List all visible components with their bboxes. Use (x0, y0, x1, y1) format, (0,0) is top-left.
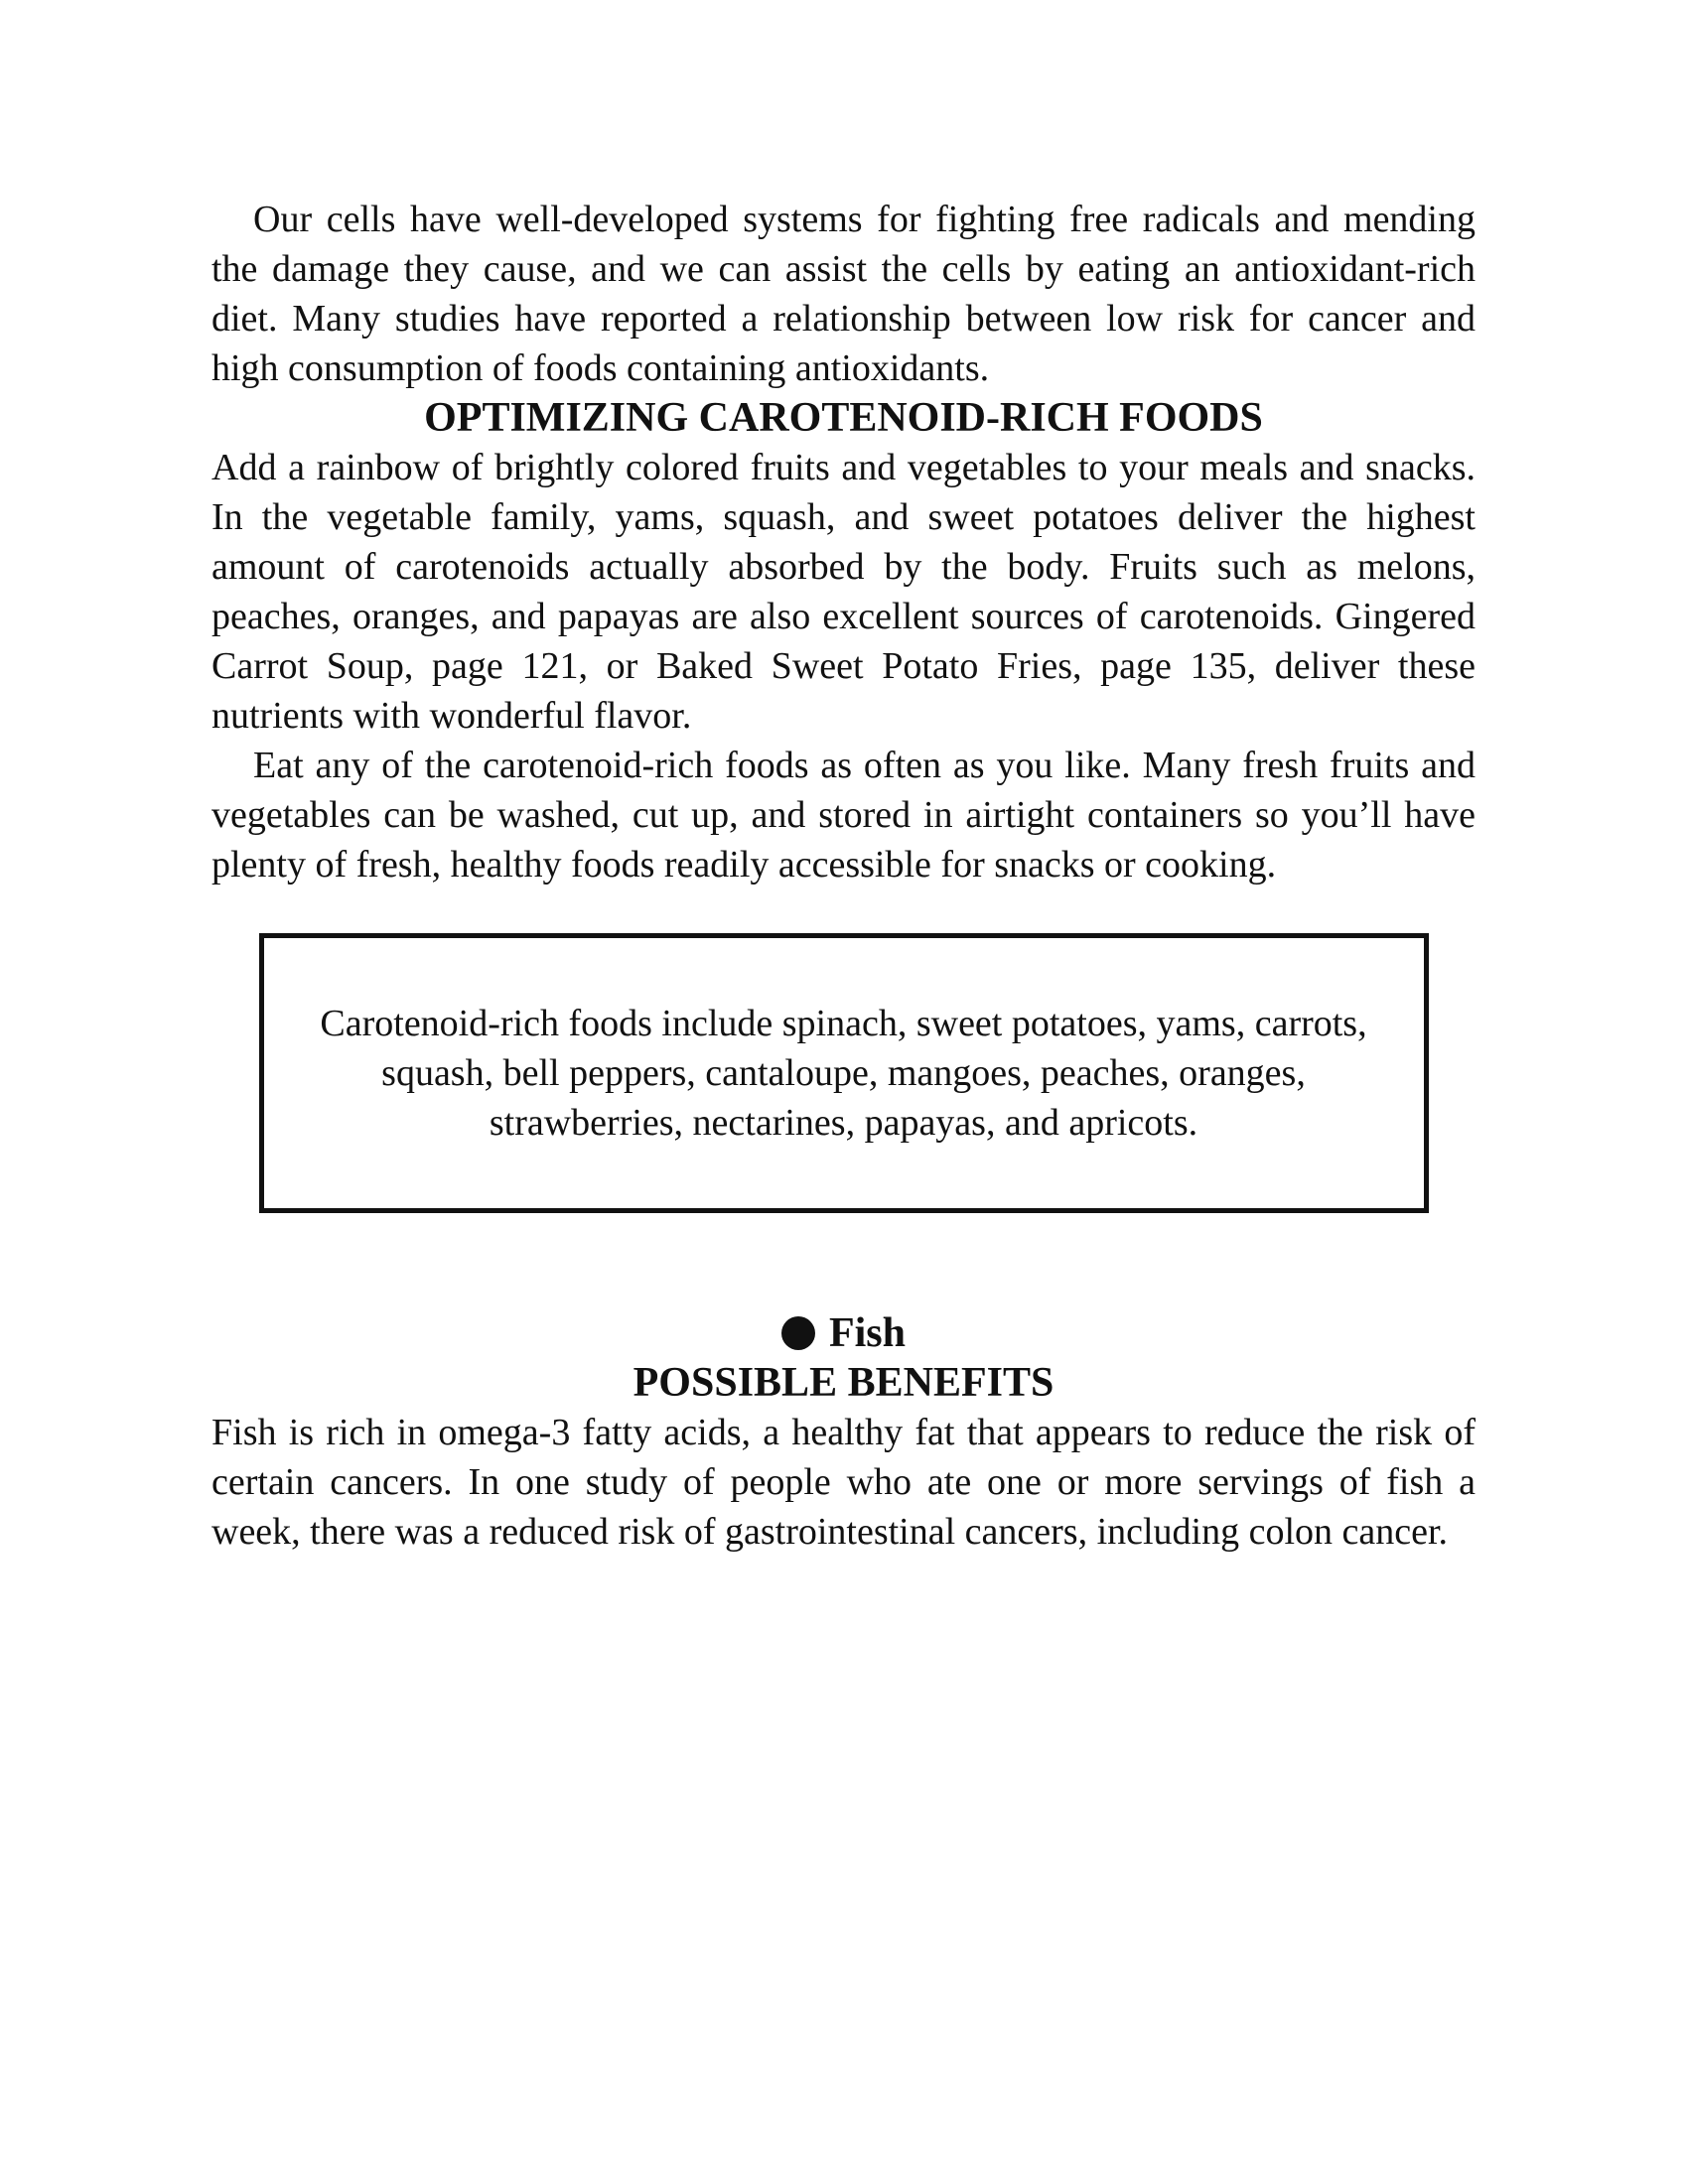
optimizing-heading: OPTIMIZING CAROTENOID-RICH FOODS (424, 395, 1263, 441)
fish-section-title (211, 1308, 1476, 1358)
page-content (211, 195, 1476, 1557)
benefits-paragraph: Fish is rich in omega-3 fatty acids, a healthy fat that appears to reduce the risk of certain cancers. In one study of people who ate one or more servings of fish a week, there was a reduced risk of gastrointestinal cancers, including colon cancer. (211, 1412, 1476, 1553)
benefits-heading: POSSIBLE BENEFITS (633, 1360, 1055, 1406)
intro-paragraph: Our cells have well-developed systems for fighting free radicals and mending the damage they cause, and we can assist the cells by eating an antioxidant-rich diet. Many studies have reported a relationship between low risk for cancer and high consumption of foods containing antioxidants. (211, 199, 1476, 389)
optimizing-paragraph-1: Add a rainbow of brightly colored fruits and vegetables to your meals and snacks. In the vegetable family, yams, squash, and sweet potatoes deliver the highest amount of carotenoids actually absorbed by the body. Fruits such as melons, peaches, oranges, and papayas are also excellent sources of carotenoids. Gingered Carrot Soup, page 121, or Baked Sweet Potato Fries, page 135, deliver these nutrients with wonderful flavor. (211, 447, 1476, 737)
callout-text: Carotenoid-rich foods include spinach, sweet potatoes, yams, carrots, squash, bell peppers, cantaloupe, mangoes, peaches, oranges, strawberries, nectarines, papayas, and apricots. (320, 1003, 1367, 1144)
carotenoid-callout-box (259, 933, 1429, 1213)
fish-title: Fish (828, 1310, 907, 1356)
filled-circle-icon (781, 1316, 815, 1350)
optimizing-paragraph-2: Eat any of the carotenoid-rich foods as often as you like. Many fresh fruits and vegetables can be washed, cut up, and stored in airtight containers so you’ll have plenty of fresh, healthy foods readily accessible for snacks or cooking. (211, 745, 1476, 886)
